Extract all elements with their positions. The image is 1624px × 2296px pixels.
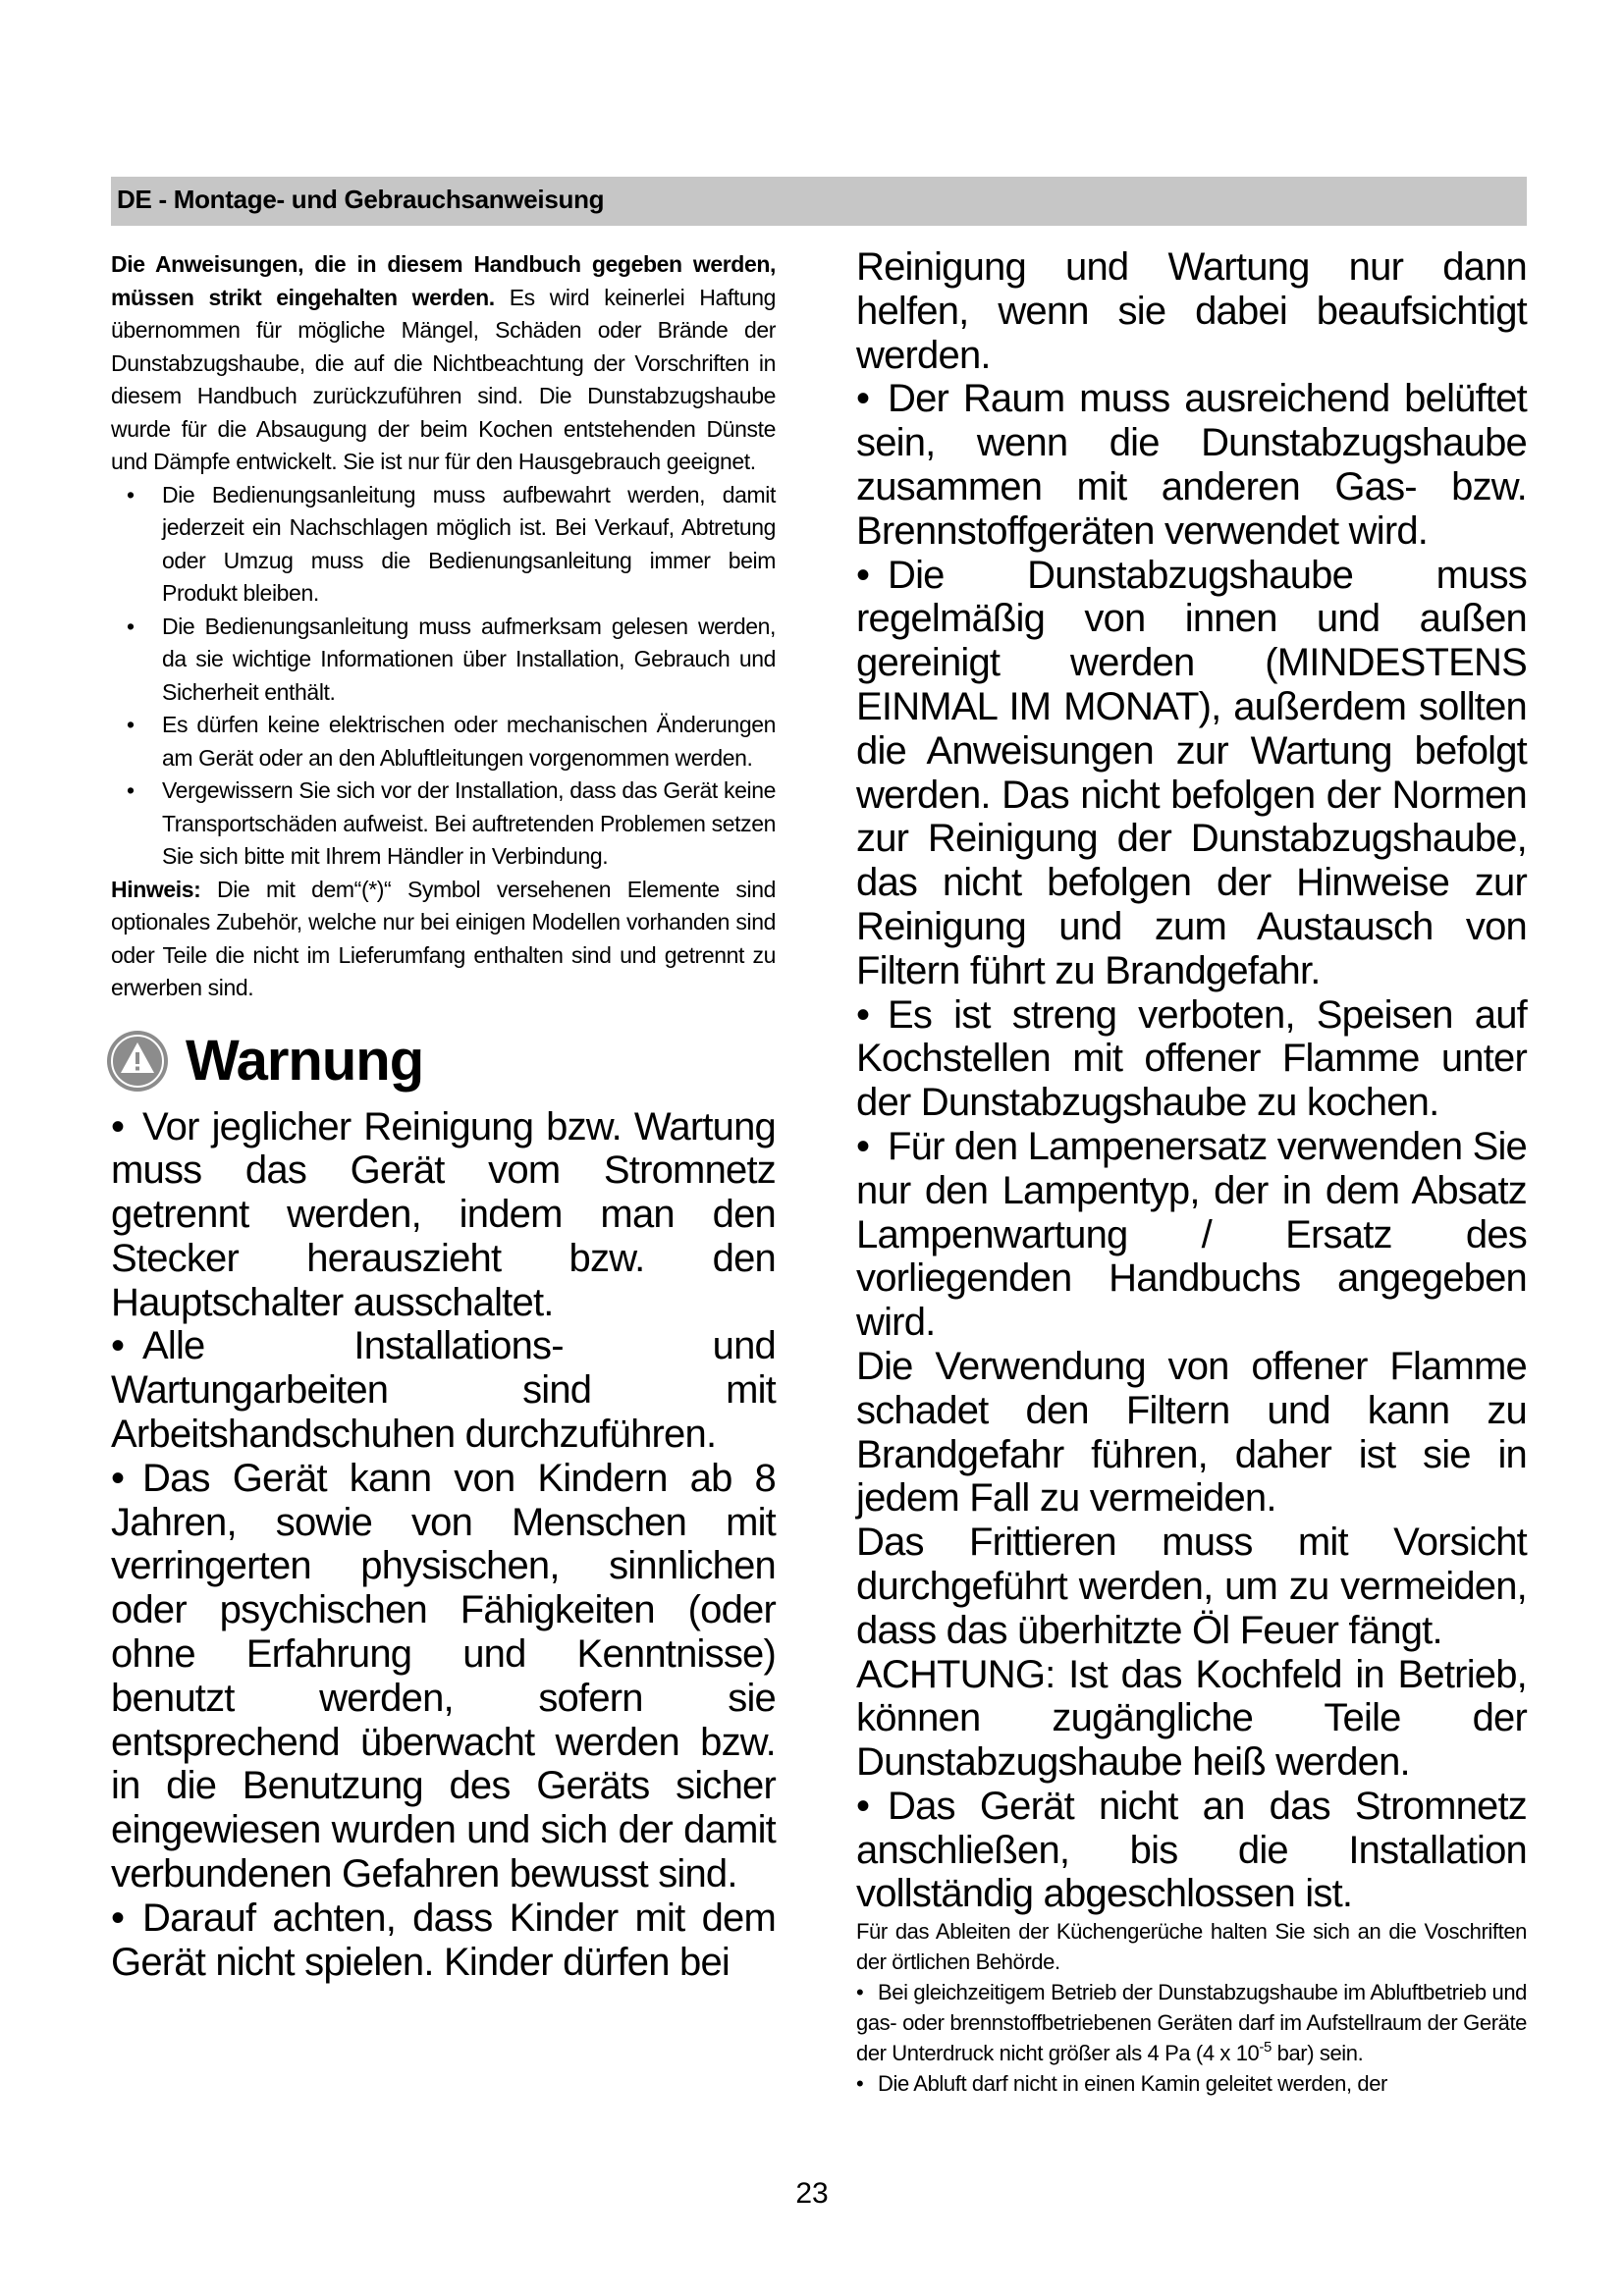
- right-column: [856, 245, 1527, 2099]
- note-text: Die mit dem“(*)“ Symbol versehenen Elemente sind optionales Zubehör, welche nur bei einigen Modellen vorhanden sind oder Teile die nicht im Lieferumfang enthalten sind und getrennt zu erwerben sind.: [111, 876, 776, 1000]
- intro-text: Es wird keinerlei Haftung übernommen für mögliche Mängel, Schäden oder Brände der Dunstabzugshaube, die auf die Nichtbeachtung der Vorschriften in diesem Handbuch zurückzuführen sind. Die Dunstabzugshaube wurde für die Absaugung der beim Kochen entstehenden Dünste und Dämpfe entwickelt. Sie ist nur für den Hausgebrauch geeignet.: [111, 284, 776, 474]
- list-item-text-end: bar) sein.: [1271, 2041, 1364, 2066]
- warning-list-item: [111, 1457, 776, 1896]
- warning-item-text: Das Gerät nicht an das Stromnetz anschließen, bis die Installation vollständig abgeschlossen ist.: [856, 1784, 1527, 1916]
- list-item: [856, 2068, 1527, 2099]
- list-item: [856, 1977, 1527, 2068]
- regulations-paragraph: Für das Ableiten der Küchengerüche halten Sie sich an die Voschriften der örtlichen Behörde.: [856, 1919, 1527, 1975]
- frying-paragraph: Das Frittieren muss mit Vorsicht durchgeführt werden, um zu vermeiden, dass das überhitzte Öl Feuer fängt.: [856, 1521, 1527, 1652]
- list-item: [111, 479, 776, 611]
- list-item-text: Die Bedienungsanleitung muss aufbewahrt werden, damit jederzeit ein Nachschlagen möglich ist. Bei Verkauf, Abtretung oder Umzug muss die Bedienungsanleitung immer beim Produkt bleiben.: [162, 481, 776, 606]
- bullet-icon: •: [856, 377, 870, 421]
- warning-list-item: [856, 1125, 1527, 1345]
- bullet-icon: •: [856, 1980, 864, 2005]
- section-header-title: DE - Montage- und Gebrauchsanweisung: [117, 185, 605, 214]
- warning-list-item: [111, 1105, 776, 1325]
- continuation-paragraph: Reinigung und Wartung nur dann helfen, wenn sie dabei beaufsichtigt werden.: [856, 245, 1527, 377]
- bullet-icon: •: [127, 777, 135, 803]
- warning-list-item: [856, 554, 1527, 993]
- warning-item-text: Es ist streng verboten, Speisen auf Kochstellen mit offener Flamme unter der Dunstabzugshaube zu kochen.: [856, 992, 1527, 1125]
- warning-item-text: Alle Installations- und Wartungarbeiten sind mit Arbeitshandschuhen durchzuführen.: [111, 1324, 776, 1457]
- bullet-icon: •: [111, 1896, 125, 1940]
- flame-paragraph: Die Verwendung von offener Flamme schadet den Filtern und kann zu Brandgefahr führen, daher ist sie in jedem Fall zu vermeiden.: [856, 1344, 1527, 1521]
- bullet-icon: •: [856, 1124, 870, 1168]
- section-header-bar: [111, 177, 1527, 226]
- bullet-icon: •: [856, 1784, 870, 1828]
- intro-bold-text: Die Anweisungen, die in diesem Handbuch gegeben werden, müssen strikt eingehalten werden.: [111, 251, 776, 310]
- note-label: Hinweis:: [111, 876, 201, 902]
- bullet-icon: •: [856, 2071, 864, 2097]
- list-item-text: Die Abluft darf nicht in einen Kamin geleitet werden, der: [878, 2071, 1387, 2097]
- bullet-icon: •: [127, 481, 135, 507]
- warning-list-item: [111, 1896, 776, 1985]
- warning-item-text: Das Gerät kann von Kindern ab 8 Jahren, sowie von Menschen mit verringerten physischen, sinnlichen oder psychischen Fähigkeiten (oder ohne Erfahrung und Kenntnisse) benutzt werden, sofern sie entsprechend überwacht werden bzw. in die Benutzung des Geräts sicher eingewiesen wurden und sich der damit verbundenen Gefahren bewusst sind.: [111, 1456, 776, 1896]
- bullet-icon: •: [127, 712, 135, 737]
- bullet-icon: •: [856, 992, 870, 1037]
- list-item-text: Die Bedienungsanleitung muss aufmerksam gelesen werden, da sie wichtige Informationen über Installation, Gebrauch und Sicherheit enthält.: [162, 613, 776, 705]
- attention-paragraph: ACHTUNG: Ist das Kochfeld in Betrieb, können zugängliche Teile der Dunstabzugshaube heiß werden.: [856, 1652, 1527, 1785]
- warning-item-text: Die Dunstabzugshaube muss regelmäßig von innen und außen gereinigt werden (MINDESTENS EINMAL IM MONAT), außerdem sollten die Anweisungen zur Wartung befolgt werden. Das nicht befolgen der Normen zur Reinigung der Dunstabzugshaube, das nicht befolgen der Hinweise zur Reinigung und zum Austausch von Filtern führt zu Brandgefahr.: [856, 553, 1527, 992]
- bullet-icon: •: [111, 1456, 125, 1500]
- intro-paragraph: [111, 248, 776, 479]
- warning-heading: [105, 1019, 776, 1103]
- list-item-text: Vergewissern Sie sich vor der Installation, dass das Gerät keine Transportschäden aufweist. Bei auftretenden Problemen setzen Sie sich bitte mit Ihrem Händler in Verbindung.: [162, 777, 776, 869]
- list-item-text: Bei gleichzeitigem Betrieb der Dunstabzugshaube im Abluftbetrieb und gas- oder brennstoffbetriebenen Geräten darf im Aufstellraum der Geräte der Unterdruck nicht größer als 4 Pa (4 x 10: [856, 1980, 1527, 2066]
- list-item-text: Es dürfen keine elektrischen oder mechanischen Änderungen am Gerät oder an den Abluftleitungen vorgenommen werden.: [162, 712, 776, 771]
- list-item: [111, 774, 776, 874]
- list-item: [111, 611, 776, 710]
- list-item: [111, 709, 776, 774]
- warning-item-text: Vor jeglicher Reinigung bzw. Wartung muss das Gerät vom Stromnetz getrennt werden, indem man den Stecker herauszieht bzw. den Hauptschalter ausschaltet.: [111, 1104, 776, 1324]
- bullet-icon: •: [127, 613, 135, 639]
- page-number: 23: [795, 2177, 829, 2210]
- warning-item-text: Darauf achten, dass Kinder mit dem Gerät nicht spielen. Kinder dürfen bei: [111, 1896, 776, 1984]
- warning-triangle-icon: [105, 1029, 170, 1094]
- warning-item-text: Für den Lampenersatz verwenden Sie nur den Lampentyp, der in dem Absatz Lampenwartung / Ersatz des vorliegenden Handbuchs angegeben wird.: [856, 1124, 1527, 1345]
- bullet-icon: •: [111, 1324, 125, 1368]
- warning-list-item: [856, 1785, 1527, 1916]
- exponent: -5: [1259, 2039, 1272, 2056]
- warning-list-item: [856, 377, 1527, 553]
- note-paragraph: [111, 874, 776, 1005]
- left-column: [111, 248, 776, 1984]
- warning-item-text: Der Raum muss ausreichend belüftet sein, wenn die Dunstabzugshaube zusammen mit anderen Gas- bzw. Brennstoffgeräten verwendet wird.: [856, 377, 1527, 553]
- warning-list-item: [856, 993, 1527, 1125]
- warning-list-item: [111, 1324, 776, 1456]
- warning-title: Warnung: [186, 1029, 424, 1093]
- bullet-icon: •: [856, 553, 870, 597]
- bullet-icon: •: [111, 1104, 125, 1148]
